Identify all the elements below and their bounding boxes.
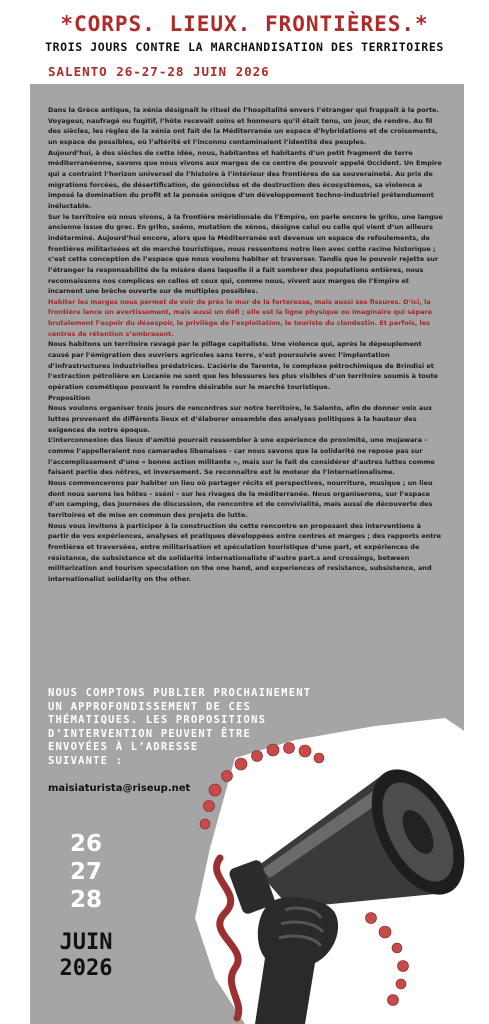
paragraph: Dans la Grèce antique, la xénia désignait le rituel de l’hospitalité envers l’étranger qui frappait à la porte. Voyageur, naufragé ou fugitif, l’hôte recevait soins et honneurs qu’il était tenu, un jour, de rendre. Au fil des siècles, les règles de la xénia ont fait de la Méditerranée un espace d’hybridations et de croisements, un espace de possibles, où l’altérité et l’inconnu contaminaient l’identité des peuples. (48, 106, 439, 146)
callout-line: ENVOYÉES À L’ADRESSE (48, 741, 199, 753)
day-27: 27 (69, 859, 102, 885)
megaphone-illustration (175, 718, 489, 1024)
month-label: JUIN (59, 930, 113, 955)
page-subtitle: TROIS JOURS CONTRE LA MARCHANDISATION DES TERRITOIRES (45, 40, 444, 54)
paragraph: Aujourd’hui, à des siècles de cette idée, nous, habitantes et habitants d’un petit fragment de terre méditerranéenne, savons que nous vivons aux marges de ce centre de pouvoir appelé Occident. Un Empire qui a contraint l’horizon universel de l’histoire à l’intérieur des frontières de sa souveraineté. Au prix de migrations forcées, de désertification, de génocides et de destruction des écosystèmes, sa violence a imposé la domination du profit et la pensée unique d’un développement techno-industriel prétendument inéluctable. (48, 148, 442, 210)
header (0, 0, 489, 86)
paragraph: Nous voulons organiser trois jours de rencontres sur notre territoire, le Salento, afin de donner voix aux luttes provenant de différents lieux et d’élaborer ensemble des analyses politiques à la hauteur des exigences de notre époque. (48, 404, 433, 434)
paragraph: Sur le territoire où nous vivons, à la frontière méridionale de l’Empire, on parle encore le griko, une langue ancienne issue du grec. En griko, sséno, mutation de xénos, désigne celui ou celle qui vient d’un ailleurs indéterminé. Aujourd’hui encore, alors que la Méditerranée est devenue un espace de refoulements, de frontières militarisées et de marché touristique, nous ressentons notre lien avec cette racine historique ; c’est cette conception de l’espace que nous voulons habiter et traverser. Tandis que le pouvoir rejette sur l’étranger la responsabilité de la misère dans laquelle il a fait sombrer des populations entières, nous reconnaissons nos complices en celles et ceux qui, comme nous, vivent aux marges de l’Empire et incarnent une brèche ouverte sur de multiples possibles. (48, 212, 443, 296)
event-dates: SALENTO 26-27-28 JUIN 2026 (48, 64, 270, 79)
callout-line: D’INTERVENTION PEUVENT ÊTRE (48, 727, 252, 740)
big-days (66, 830, 106, 914)
paragraph: Nous habitons un territoire ravagé par le pillage capitaliste. Une violence qui, après le dépeuplement causé par l’émigration des ouvriers agricoles sans terre, s’est poursuivie avec l’implantation d’infrastructures industrielles prédatrices. L’aciérie de Tarente, le complexe pétrochimique de Brindisi et l’extraction pétrolière en Lucanie ne sont que les blessures les plus visibles d’un territoire soumis à toute opération cosmétique pouvant le rendre désirable sur le marché touristique. (48, 340, 439, 392)
year-label: 2026 (59, 956, 113, 981)
day-28: 28 (69, 887, 102, 913)
callout-line: SUIVANTE : (48, 754, 124, 767)
paragraph: L’interconnexion des lieux d’amitié pourrait ressembler à une expérience de proximité, une mujawara - comme l’appelleraient nos camarades libanaises - car nous savons que la solidarité ne repose pas sur l’accomplissement d’une « bonne action militante », mais sur le fait de considérer d’autres luttes comme faisant partie des nôtres, et inversement. Se reconnaître est le moteur de l’internationalisme. (48, 436, 435, 477)
callout-line: THÉMATIQUES. LES PROPOSITIONS (48, 714, 267, 726)
email-link[interactable]: maisiaturista@riseup.net (48, 783, 191, 794)
highlight-paragraph: Habiter les marges nous permet de voir de près le mur de la forteresse, mais aussi ses fissures. D’ici, la frontière lance un avertissement, mais aussi un défi ; elle est la ligne physique ou imaginaire qui sépare brutalement l’espoir du désespoir, le privilège de l’exploitation, le touriste du clandestin. Et parfois, les centres de rétention s’embrasent. (48, 297, 433, 338)
section-heading: Proposition (48, 393, 91, 402)
body-text (48, 105, 444, 585)
callout-line: UN APPROFONDISSEMENT DE CES (48, 700, 252, 713)
callout-line: NOUS COMPTONS PUBLIER PROCHAINEMENT (48, 687, 312, 699)
page-title: *CORPS. LIEUX. FRONTIÈRES.* (60, 12, 429, 36)
day-26: 26 (69, 831, 102, 857)
paragraph: Nous commencerons par habiter un lieu où partager récits et perspectives, nourriture, musique ; un lieu dont nous serons les hôtes – sséni – sur les rivages de la méditerranée. Nous organiserons, sur l’espace d’un camping, des journées de discussion, de rencontre et de convivialité, mais aussi de découverte des territoires et de mise en commun des projets de lutte. (48, 478, 433, 519)
month-year (46, 930, 126, 982)
paragraph: Nous vous invitons à participer à la construction de cette rencontre en proposant des interventions à partir de vos expériences, analyses et pratiques développées entre centres et marges ; des rapports entre frontières et traversées, entre militarisation et spéculation touristique d’une part, et expériences de résistance, de subsistance et de solidarité internationaliste d’autre part.s and crossings, between militarization and tourism speculation on the one hand, and experiences of resistance, subsistence, and internationalist solidarity on the other. (48, 521, 442, 583)
